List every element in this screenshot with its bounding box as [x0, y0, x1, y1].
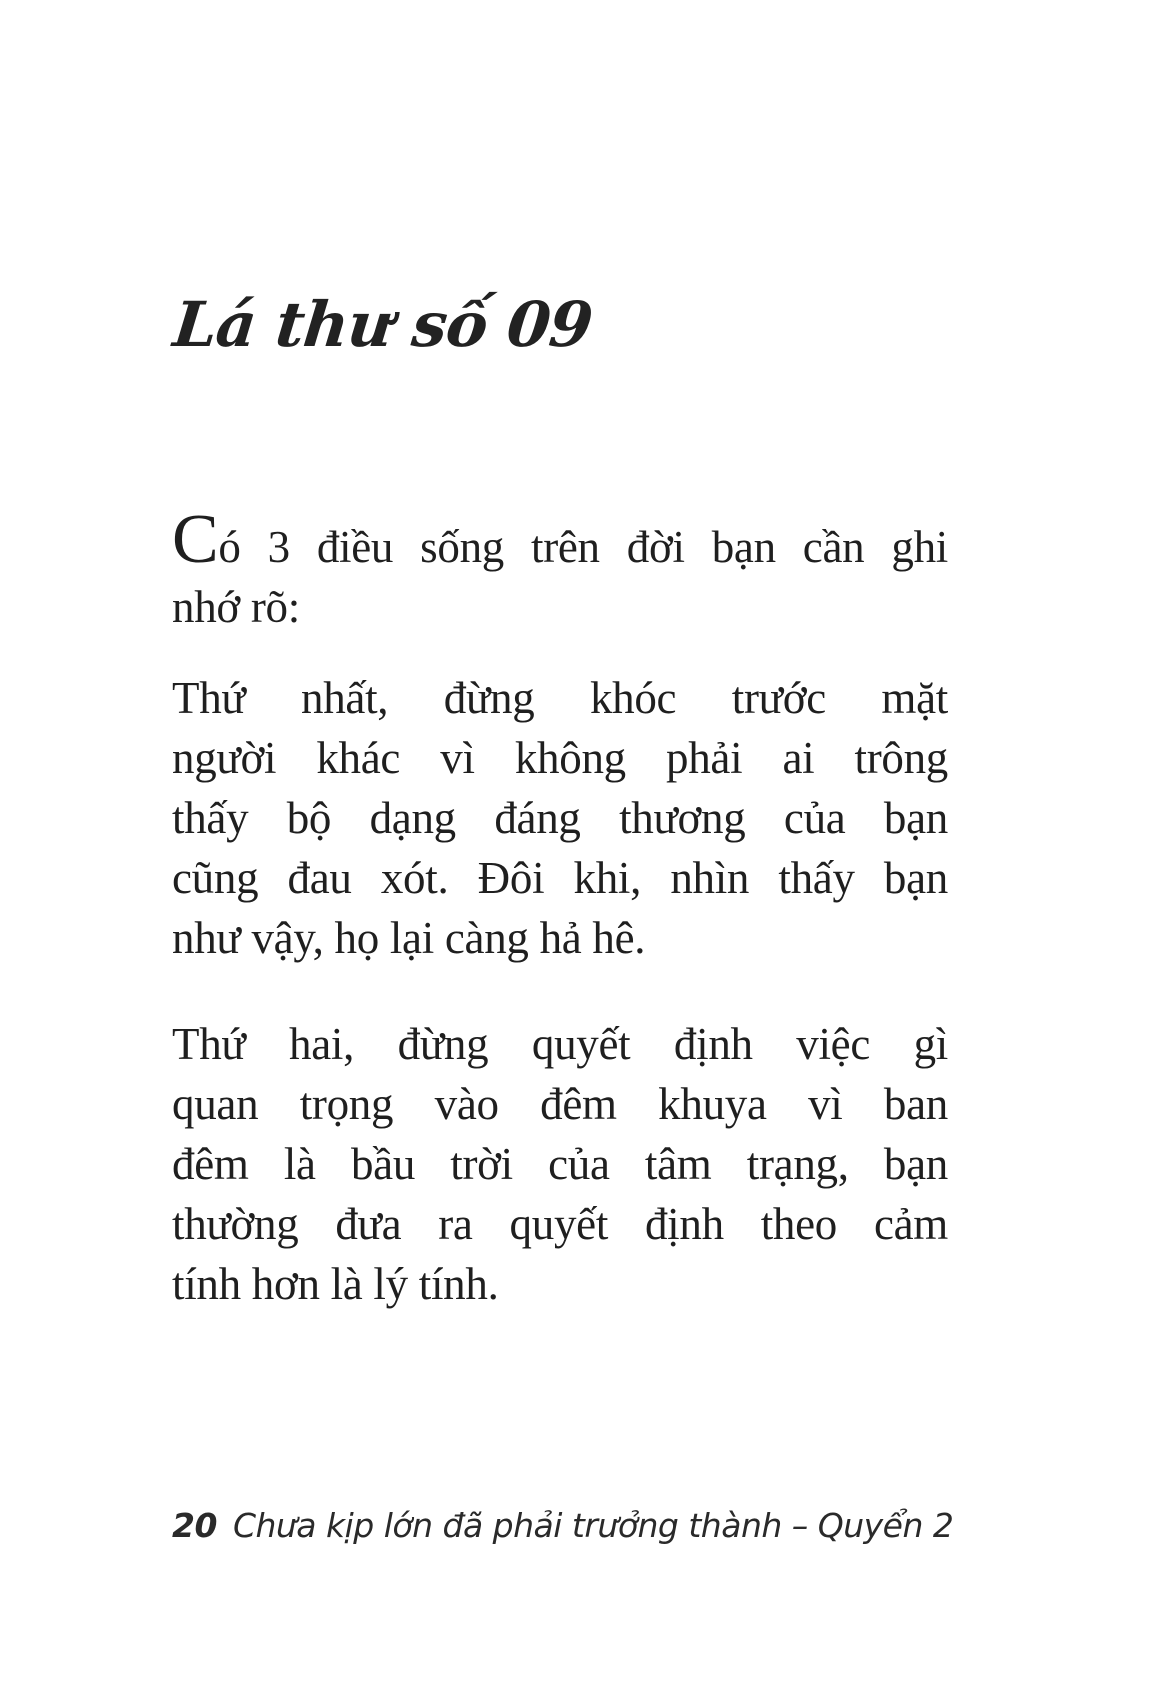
text-line — [172, 501, 948, 578]
text-line: nhớ rõ: — [172, 582, 300, 632]
paragraph-second-advice — [172, 1014, 948, 1314]
text-line: cũng đau xót. Đôi khi, nhìn thấy bạn — [172, 853, 948, 903]
paragraph-intro — [172, 501, 948, 637]
text-line: Thứ nhất, đừng khóc trước mặt — [172, 673, 948, 723]
text-line: thường đưa ra quyết định theo cảm — [172, 1199, 948, 1249]
book-title: Chưa kịp lớn đã phải trưởng thành – Quyển 2 — [232, 1506, 954, 1545]
paragraph-first-advice — [172, 668, 948, 968]
text-line: tính hơn là lý tính. — [172, 1259, 499, 1309]
page-number: 20 — [172, 1506, 217, 1545]
text-line: như vậy, họ lại càng hả hê. — [172, 913, 646, 963]
chapter-title: Lá thư số 09 — [170, 288, 596, 361]
text-line: người khác vì không phải ai trông — [172, 733, 948, 783]
text-line: quan trọng vào đêm khuya vì ban — [172, 1079, 948, 1129]
text-line: đêm là bầu trời của tâm trạng, bạn — [172, 1139, 948, 1189]
running-footer — [172, 1506, 954, 1546]
raised-initial-cap: C — [172, 501, 219, 578]
text-line-rest: ó 3 điều sống trên đời bạn cần ghi — [218, 522, 948, 572]
text-line: Thứ hai, đừng quyết định việc gì — [172, 1019, 948, 1069]
text-line: thấy bộ dạng đáng thương của bạn — [172, 793, 948, 843]
